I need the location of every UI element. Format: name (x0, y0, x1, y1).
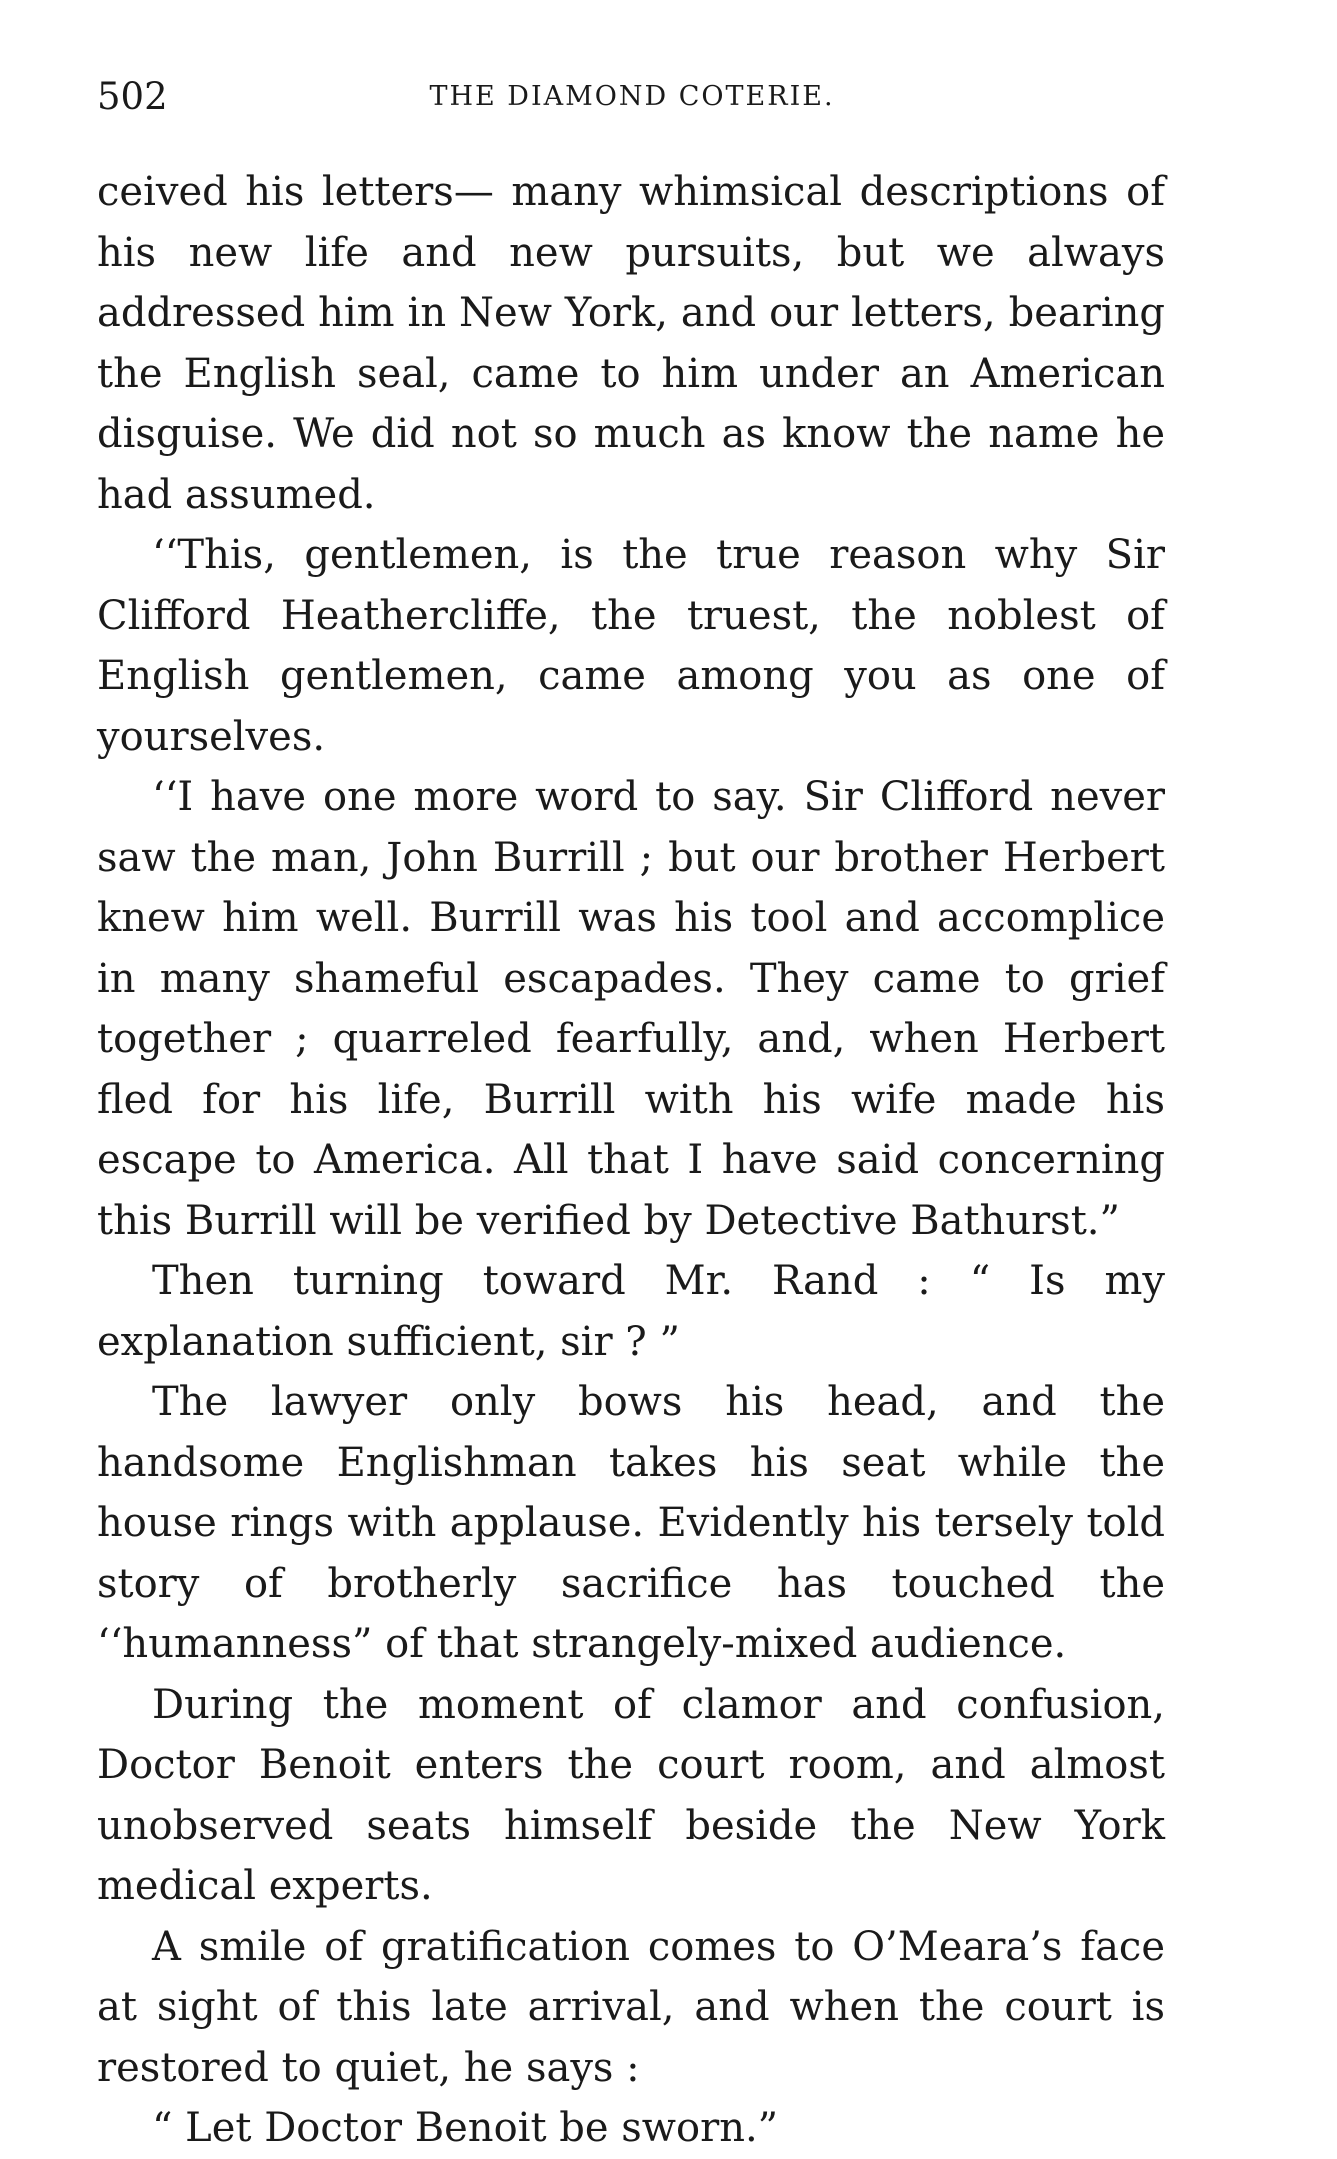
paragraph: “ Let Doctor Benoit be sworn.” (152, 2105, 779, 2151)
paragraph: ‘‘I have one more word to say. Sir Clifford never saw the man, John Burrill ; but our brother Herbert knew him well. Burrill was his tool and accomplice in many shameful escapades. They came to grief together ; quarreled fearfully, and, when Herbert fled for his life, Burrill with his wife made his escape to America. All that I have said concerning this Burrill will be verified by Detective Bathurst.” (97, 774, 1165, 1244)
paragraph: ‘‘This, gentlemen, is the true reason why Sir Clifford Heathercliffe, the truest, the noblest of English gentlemen, came among you as one of yourselves. (97, 532, 1165, 760)
running-title: THE DIAMOND COTERIE. (429, 81, 835, 112)
paragraph: Then turning toward Mr. Rand : “ Is my explanation sufficient, sir ? ” (97, 1258, 1165, 1365)
body-text (97, 162, 1165, 2159)
paragraph: A smile of gratification comes to O’Meara’s face at sight of this late arrival, and when the court is restored to quiet, he says : (97, 1923, 1165, 2091)
page-number: 502 (97, 75, 168, 118)
paragraph: The lawyer only bows his head, and the handsome Englishman takes his seat while the house rings with applause. Evidently his tersely told story of brotherly sacrifice has touched the ‘‘humanness” of that strangely-mixed audience. (97, 1379, 1165, 1667)
paragraph-continuation: ceived his letters— many whimsical descriptions of his new life and new pursuits, but we always addressed him in New York, and our letters, bearing the English seal, came to him under an American disguise. We did not so much as know the name he had assumed. (97, 169, 1165, 518)
page-header (97, 72, 1167, 122)
paragraph: During the moment of clamor and confusion, Doctor Benoit enters the court room, and almost unobserved seats himself beside the New York medical experts. (97, 1681, 1165, 1909)
